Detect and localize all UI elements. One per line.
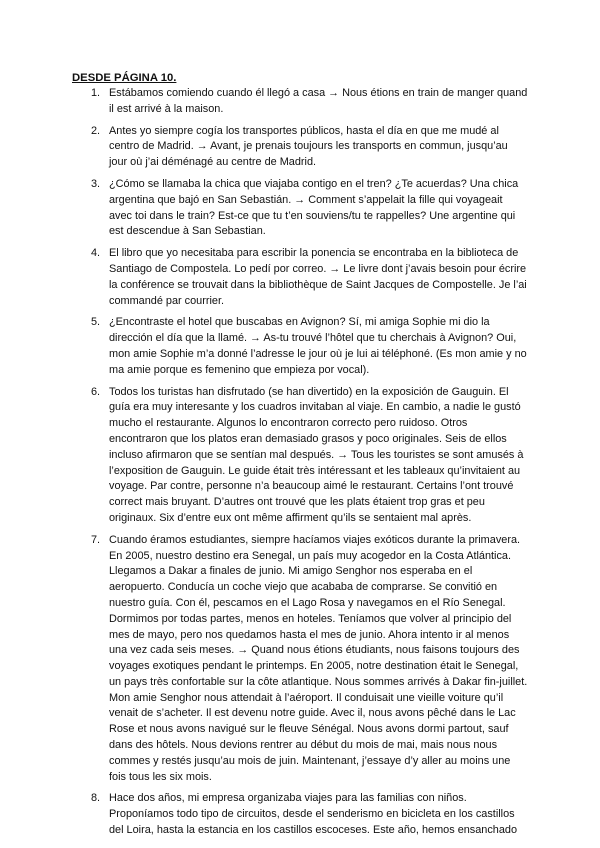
item-number: 1. <box>91 87 101 99</box>
item-text: Cuando éramos estudiantes, siempre hacíamos viajes exóticos durante la primavera. En 2005, nuestro destino era Senegal, un país muy acogedor en la Costa Atlántica. Llegamos a Dakar a finales de junio. Mi amigo Senghor nos esperaba en el aeropuerto. Conducía un coche viejo que acababa de comprarse. Se convitió en nuestro guía. Con él, pescamos en el Lago Rosa y navegamos en el Río Senegal. Dormimos por todas partes, menos en hoteles. Teníamos que volver al principio del mes de mayo, pero nos quedamos hasta el mes de junio. Ahora intento ir al menos una vez cada seis meses. → Quand nous étions étudiants, nous faisons toujours des voyages exotiques pendant le printemps. En 2005, notre destination était le Senegal, un pays très confortable sur la côte atlantique. Nous sommes arrivés à Dakar fin-juillet. Mon amie Senghor nous attendait à l’aéroport. Il conduisait une vieille voiture qu’il venait de s’acheter. Il est devenu notre guide. Avec il, nous avons pêché dans le Lac Rose et nous avons navigué sur le fleuve Sénégal. Nous avons dormi partout, sauf dans des hôtels. Nous devions rentrer au début du mois de mai, mais nous nous commes y restés jusqu’au mois de juin. Maintenant, j’essaye d’y aller au moins une fois tous les six mois. <box>109 533 528 783</box>
item-number: 3. <box>91 177 101 190</box>
item-number: 5. <box>91 316 101 329</box>
list-item <box>72 124 528 171</box>
item-text: Estábamos comiendo cuando él llegó a casa → Nous étions en train de manger quand il est arrivé à la maison. <box>109 87 528 115</box>
item-text: Antes yo siempre cogía los transportes públicos, hasta el día en que me mudé al centro de Madrid. → Avant, je prenais toujours les transports en commun, jusqu’au jour où j’ai déménagé au centre de Madrid. <box>109 124 508 169</box>
item-number: 7. <box>91 533 101 546</box>
document-page <box>72 70 528 845</box>
list-item <box>72 533 528 786</box>
item-text: El libro que yo necesitaba para escribir la ponencia se encontraba en la biblioteca de Santiago de Compostela. Lo pedí por correo. → Le livre dont j’avais besoin pour écrire la conférence se trouvait dans la bibliothèque de Saint Jacques de Compostelle. Je l’ai commandé par courrier. <box>109 247 527 307</box>
translation-list <box>72 86 528 839</box>
list-item <box>72 246 528 309</box>
item-number: 2. <box>91 124 101 137</box>
item-text: ¿Cómo se llamaba la chica que viajaba contigo en el tren? ¿Te acuerdas? Una chica argentina que bajó en San Sebastián. → Comment s’appelait la fille qui voyageait avec toi dans le train? Est-ce que tu t’en souviens/tu te rappelles? Une argentine qui est descendue à San Sebastian. <box>109 177 519 238</box>
item-text: Todos los turistas han disfrutado (se han divertido) en la exposición de Gauguin. El guía era muy interesante y los cuadros invitaban al viaje. En cambio, a nadie le gustó mucho el restaurante. Algunos lo encontraron correcto pero ruidoso. Otros encontraron que los platos eran demasiado grasos y poco originales. Seis de ellos incluso afirmaron que se sentían mal después. → Tous les touristes se sont amusés à l’exposition de Gauguin. Le guide était très intéressant et les tableaux qu’invitaient au voyage. Par contre, personne n’a beaucoup aimé le restaurant. Certains l’ont trouvé correct mais bruyant. D’autres ont trouvé que les plats étaient trop gras et peu originaux. Six d’entre eux ont même affirment qu’ils se sentaient mal après. <box>109 385 524 524</box>
item-text: Hace dos años, mi empresa organizaba viajes para las familias con niños. Proponíamos todo tipo de circuitos, desde el senderismo en bicicleta en los castillos del Loira, hasta la estancia en los castillos escoceses. Este año, hemos ensanchado <box>109 792 518 837</box>
list-item <box>72 86 528 118</box>
list-item <box>72 385 528 527</box>
list-item <box>72 315 528 378</box>
list-item <box>72 791 528 838</box>
item-number: 8. <box>91 792 101 805</box>
list-item <box>72 177 528 240</box>
item-number: 4. <box>91 247 101 260</box>
page-heading: DESDE PÁGINA 10. <box>72 72 177 84</box>
item-text: ¿Encontraste el hotel que buscabas en Avignon? Sí, mi amiga Sophie mi dio la dirección el día que la llamé. → As-tu trouvé l’hôtel que tu cherchais à Avignon? Oui, mon amie Sophie m’a donné l’adresse le jour où je lui ai téléphoné. (Es mon amie y no ma amie porque es femenino que empieza por vocal). <box>109 316 527 376</box>
item-number: 6. <box>91 385 101 398</box>
